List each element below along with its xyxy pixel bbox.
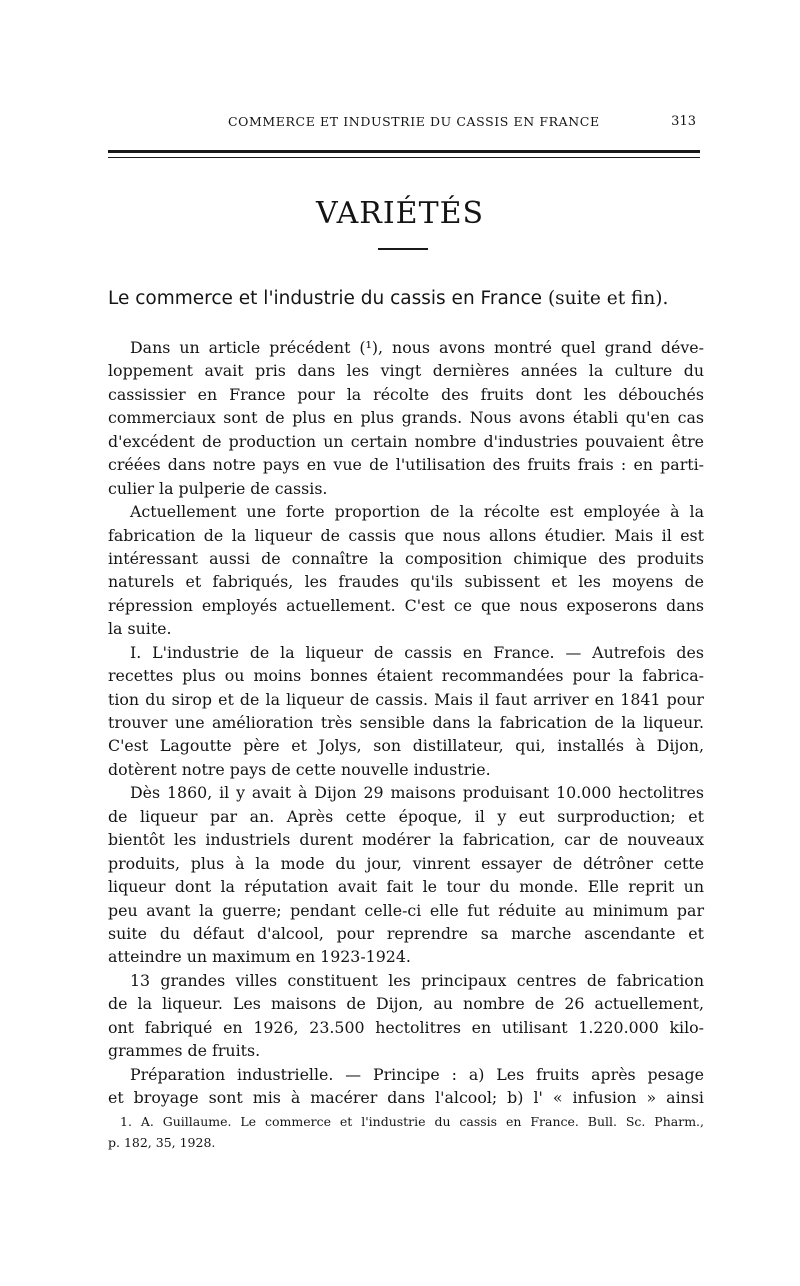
article-title: [108, 288, 708, 309]
section-title-rule: [378, 248, 428, 250]
footnote-line: 1. A. Guillaume. Le commerce et l'industrie du cassis en France. Bull. Sc. Pharm.,: [120, 1114, 704, 1129]
running-head: [108, 114, 700, 134]
footnote-line: p. 182, 35, 1928.: [108, 1135, 216, 1150]
page-number: 313: [671, 114, 696, 129]
body-line: d'excédent de production un certain nombre d'industries pouvaient être: [108, 431, 704, 451]
body-line: C'est Lagoutte père et Jolys, son distillateur, qui, installés à Dijon,: [108, 736, 704, 756]
body-line: la suite.: [108, 619, 172, 639]
body-line: grammes de fruits.: [108, 1041, 261, 1061]
body-line: recettes plus ou moins bonnes étaient recommandées pour la fabrica-: [108, 666, 704, 686]
body-line: répression employés actuellement. C'est ce que nous exposerons dans: [108, 595, 704, 615]
body-line: cassissier en France pour la récolte des fruits dont les débouchés: [108, 384, 704, 404]
body-line: Actuellement une forte proportion de la récolte est employée à la: [130, 502, 704, 522]
body-line: peu avant la guerre; pendant celle-ci elle fut réduite au minimum par: [108, 900, 704, 920]
footnotes: [108, 1111, 704, 1153]
body-line: Dès 1860, il y avait à Dijon 29 maisons produisant 10.000 hectolitres: [130, 783, 704, 803]
body-line: Dans un article précédent (¹), nous avons montré quel grand déve-: [130, 338, 704, 357]
body-line: naturels et fabriqués, les fraudes qu'ils subissent et les moyens de: [108, 572, 704, 592]
body-line: de liqueur par an. Après cette époque, il y eut surproduction; et: [108, 806, 704, 826]
body-line: commerciaux sont de plus en plus grands. Nous avons établi qu'en cas: [108, 408, 704, 428]
article-body: [108, 336, 704, 1109]
body-line: dotèrent notre pays de cette nouvelle industrie.: [108, 759, 491, 779]
body-line: créées dans notre pays en vue de l'utilisation des fruits frais : en parti-: [108, 455, 704, 475]
body-line: liqueur dont la réputation avait fait le tour du monde. Elle reprit un: [108, 877, 704, 897]
body-line: I. L'industrie de la liqueur de cassis en France. — Autrefois des: [130, 642, 704, 662]
body-line: suite du défaut d'alcool, pour reprendre sa marche ascendante et: [108, 923, 704, 943]
article-title-main: Le commerce et l'industrie du cassis en France: [108, 288, 548, 309]
body-line: bientôt les industriels durent modérer la fabrication, car de nouveaux: [108, 830, 704, 850]
body-line: tion du sirop et de la liqueur de cassis. Mais il faut arriver en 1841 pour: [108, 689, 704, 709]
body-line: atteindre un maximum en 1923-1924.: [108, 947, 411, 967]
header-rule-thin: [108, 157, 700, 158]
body-line: 13 grandes villes constituent les principaux centres de fabrication: [130, 970, 704, 990]
running-title: COMMERCE ET INDUSTRIE DU CASSIS EN FRANCE: [228, 114, 600, 129]
body-line: de la liqueur. Les maisons de Dijon, au nombre de 26 actuellement,: [108, 994, 704, 1014]
article-title-suffix: (suite et fin).: [547, 288, 669, 309]
header-rule-thick: [108, 150, 700, 153]
body-line: produits, plus à la mode du jour, vinrent essayer de détrôner cette: [108, 853, 704, 873]
body-line: ont fabriqué en 1926, 23.500 hectolitres en utilisant 1.220.000 kilo-: [108, 1017, 704, 1037]
body-line: Préparation industrielle. — Principe : a) Les fruits après pesage: [130, 1064, 704, 1084]
body-line: trouver une amélioration très sensible dans la fabrication de la liqueur.: [108, 713, 704, 732]
body-line: culier la pulperie de cassis.: [108, 478, 328, 498]
body-line: intéressant aussi de connaître la composition chimique des produits: [108, 548, 704, 568]
body-line: et broyage sont mis à macérer dans l'alcool; b) l' « infusion » ainsi: [108, 1088, 704, 1107]
body-line: fabrication de la liqueur de cassis que nous allons étudier. Mais il est: [108, 525, 704, 545]
body-line: loppement avait pris dans les vingt dernières années la culture du: [108, 361, 704, 381]
section-title: VARIÉTÉS: [315, 196, 485, 231]
